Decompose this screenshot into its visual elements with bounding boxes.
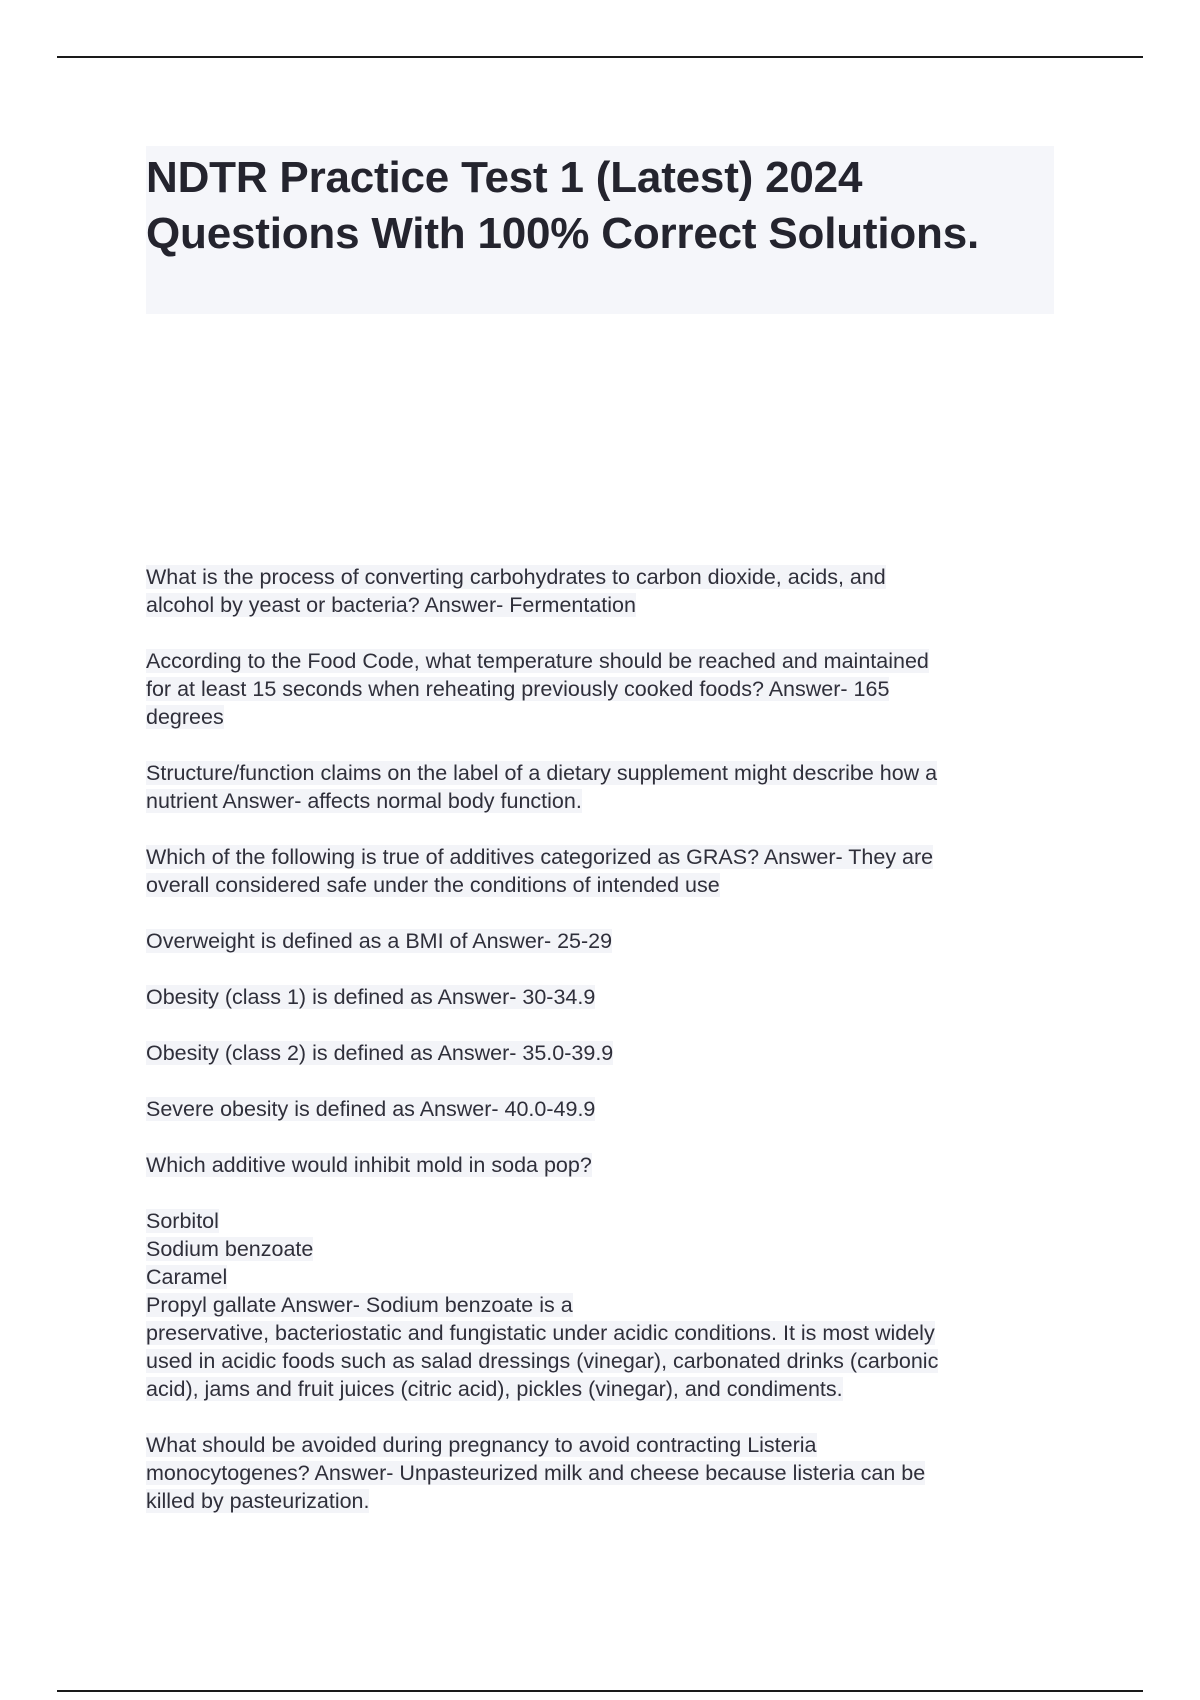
qa-text: Obesity (class 1) is defined as Answer- 30-34.9 <box>146 985 596 1009</box>
qa-item-10 <box>146 1207 1066 1403</box>
qa-text: What is the process of converting carbohydrates to carbon dioxide, acids, and alcohol by yeast or bacteria? Answer- Fermentation <box>146 565 886 617</box>
bottom-divider <box>57 1690 1143 1692</box>
qa-text: Sorbitol Sodium benzoate Caramel Propyl gallate Answer- Sodium benzoate is a preservative, bacteriostatic and fungistatic under acidic conditions. It is most widely used in acidic foods such as salad dressings (vinegar), carbonated drinks (carbonic acid), jams and fruit juices (citric acid), pickles (vinegar), and condiments. <box>146 1209 939 1401</box>
qa-text: Which additive would inhibit mold in soda pop? <box>146 1153 592 1177</box>
qa-item-2 <box>146 647 1066 731</box>
qa-item-5 <box>146 927 1066 955</box>
top-divider <box>57 56 1143 58</box>
qa-text: Structure/function claims on the label of a dietary supplement might describe how a nutrient Answer- affects normal body function. <box>146 761 938 813</box>
qa-item-7 <box>146 1039 1066 1067</box>
qa-text: Overweight is defined as a BMI of Answer- 25-29 <box>146 929 613 953</box>
qa-item-4 <box>146 843 1066 899</box>
title-block <box>146 146 1054 314</box>
document-title: NDTR Practice Test 1 (Latest) 2024 Questions With 100% Correct Solutions. <box>146 153 980 258</box>
qa-text: Severe obesity is defined as Answer- 40.0-49.9 <box>146 1097 596 1121</box>
qa-item-6 <box>146 983 1066 1011</box>
qa-text: According to the Food Code, what temperature should be reached and maintained for at least 15 seconds when reheating previously cooked foods? Answer- 165 degrees <box>146 649 929 729</box>
qa-item-9 <box>146 1151 1066 1179</box>
qa-text: Which of the following is true of additives categorized as GRAS? Answer- They are overall considered safe under the conditions of intended use <box>146 845 934 897</box>
qa-item-3 <box>146 759 1066 815</box>
qa-item-1 <box>146 563 1066 619</box>
qa-text: What should be avoided during pregnancy to avoid contracting Listeria monocytogenes? Answer- Unpasteurized milk and cheese because listeria can be killed by pasteurization. <box>146 1433 926 1513</box>
question-list <box>146 563 1066 1543</box>
qa-text: Obesity (class 2) is defined as Answer- 35.0-39.9 <box>146 1041 614 1065</box>
qa-item-8 <box>146 1095 1066 1123</box>
qa-item-11 <box>146 1431 1066 1515</box>
